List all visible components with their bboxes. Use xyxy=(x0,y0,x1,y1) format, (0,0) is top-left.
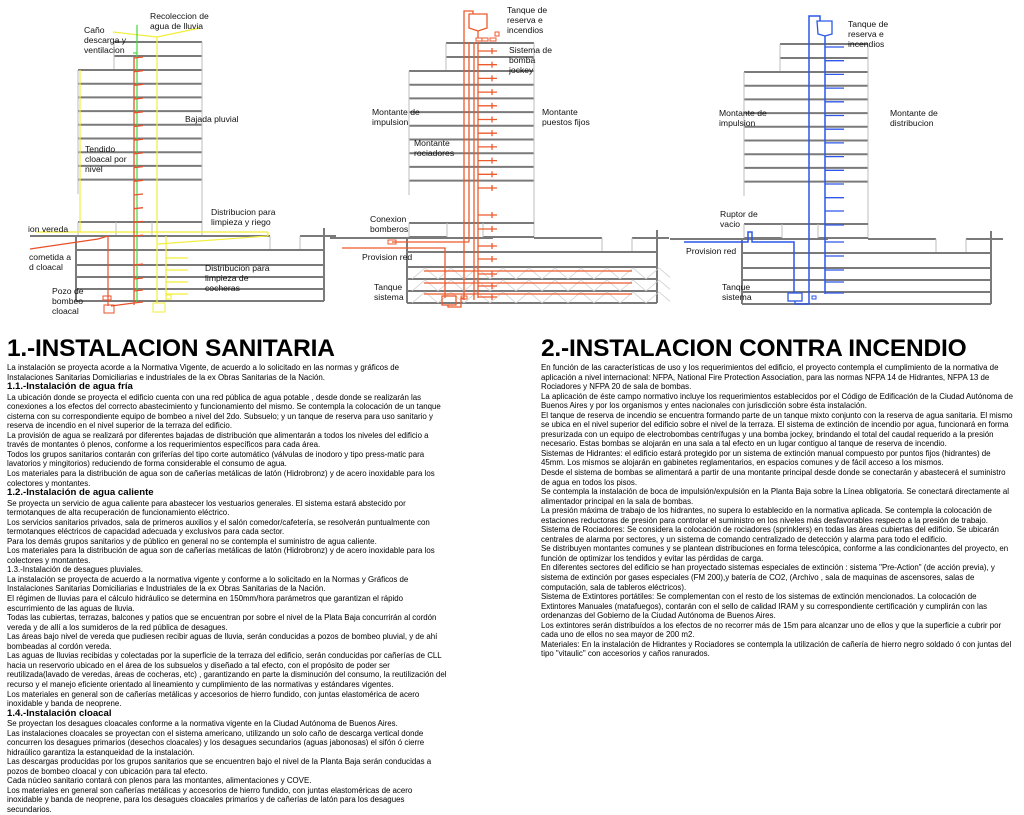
section-title: 2.-INSTALACION CONTRA INCENDIO xyxy=(541,335,967,362)
pump xyxy=(812,296,816,299)
system-tank xyxy=(788,293,802,301)
section-sanitaria xyxy=(7,336,447,815)
paragraph: Todas las cubiertas, terrazas, balcones y patios que se encuentran por sobre el nivel de la Plata Baja concurrirán al cordón vereda y de allí a los sumideros de la red pública de desagues. xyxy=(7,613,437,632)
label-ruptor-vacio: Ruptor de vacio xyxy=(720,209,758,230)
sanitaria-section-drawing xyxy=(0,0,340,330)
paragraph: La ubicación donde se proyecta el edificio cuenta con una red pública de agua potable , desde donde se realizarán las conexiones a los efectos del correcto abastecimiento y funcionamiento del mismo. Se contempla la colocación de un tanque cisterna con su correspondiente equipo de bombeo a nivel del 2do. Subsuelo; y un tanque de reserva para uso sanitario y reserva de incendio en el nivel superior de la terraza del edificio. xyxy=(7,392,441,431)
label-acometida: cometida a d cloacal xyxy=(29,252,72,273)
paragraph: Se proyecta un servicio de agua caliente para abastecer los vestuarios generales. El sistema estará abstecido por termotanques de alta recuperación de funcionamiento eléctrico. xyxy=(7,498,406,518)
sewer-branch xyxy=(134,57,143,58)
sprinkler-zigzag xyxy=(516,268,542,279)
sprinkler-zigzag xyxy=(594,268,620,279)
sprinkler-zigzag xyxy=(438,280,464,291)
agua-section-drawing xyxy=(670,0,1024,330)
paragraph: Sistemas de Hidrantes: el edificio estará protegido por un sistema de extinción manual compuesto por puntos fijos (hidrantes) de 45mm. Los mismos se alojarán en gabinetes reglamentarios, en espacios comunes y de fácil acceso a los mismos. xyxy=(541,448,991,468)
section-incendio xyxy=(541,336,1013,659)
paragraph: El tanque de reserva de incendio se encuentra formando parte de un tanque mixto conjunto con la reserva de agua sanitaria. El mismo se ubica en el nivel superior del edificio sobre el nivel de la terraza. El sistema de extinción de incendio por agua, funcionará en forma presurizada con un equipo de electrobombas centrífugas y una bomba jockey, brindando el total del caudal requerido a la presión necesario. Estas bombas se alojarán en una sala a tal efecto en un lugar contiguo al tanque de reserva de incendio. xyxy=(541,410,1013,449)
diagram-incendio-agua xyxy=(670,0,1024,330)
label-tanque-sistema: Tanque sistema xyxy=(374,282,404,303)
sprinkler-grid xyxy=(412,268,670,303)
sprinkler-zigzag xyxy=(568,268,594,279)
section-body xyxy=(541,363,1013,659)
sprinkler-zigzag xyxy=(568,280,594,291)
diagram-incendio-rociadores xyxy=(330,0,670,330)
paragraph: Todos los grupos sanitarios contarán con griferías del tipo corte automático (válvulas de inodoro y tipo press-matic para lavatorios y mingitorios) reduciendo de forma considerable el consumo de agua. xyxy=(7,449,425,469)
sprinkler-zigzag xyxy=(438,268,464,279)
pump xyxy=(482,38,488,41)
sprinkler-zigzag xyxy=(594,280,620,291)
impulsion-riser xyxy=(809,16,820,304)
paragraph: Se distribuyen montantes comunes y se plantean distribuciones en forma telescópica, conforme a las condicionantes del proyecto, en función de optimizar los tendidos y evitar las pérdidas de carga. xyxy=(541,544,1009,563)
paragraph: Los materiales para la distribución de agua son de cañerías metálicas de latón (Hidrobronz) y de acero inoxidable para los colectores y montantes. xyxy=(7,546,435,565)
label-tanque-reserva: Tanque de reserva e incendios xyxy=(507,5,548,36)
diagram-sanitaria xyxy=(0,0,340,330)
pump xyxy=(476,38,482,41)
paragraph: Sistema de Rociadores: Se considera la colocación de rociadores (sprinklers) en todas las áreas cubiertas del edificio. Se ubicarán centrales de alarma por sectores, y un sistema de comando centralizado de detección y alarma para todo el edificio. xyxy=(541,525,999,544)
label-pozo-bombeo: Pozo de bombeo cloacal xyxy=(52,286,84,317)
irrigation-pipe xyxy=(158,232,268,244)
subsection-heading: 1.4.-Instalación cloacal xyxy=(7,707,112,719)
sprinkler-zigzag xyxy=(412,280,438,291)
paragraph: La aplicación de éste campo normativo incluye los requerimientos establecidos por el Código de Edificación de la Ciudad Autónoma de Buenos Aires y por los organismos y entes nacionales con jurisdicción sobre ésta instalación. xyxy=(541,391,1013,411)
label-tanque-reserva: Tanque de reserva e incendios xyxy=(848,19,889,50)
label-recoleccion: Recoleccion de agua de lluvia xyxy=(150,11,209,32)
paragraph: Se proyectan los desagues cloacales conforme a la normativa vigente en la Ciudad Autónoma de Buenos Aires. xyxy=(7,719,398,729)
label-vereda: ion vereda xyxy=(28,224,69,234)
pump xyxy=(490,38,496,41)
label-conexion-bomberos: Conexion bomberos xyxy=(370,214,409,235)
reserve-tank xyxy=(469,14,487,31)
sprinkler-zigzag xyxy=(516,280,542,291)
paragraph: La instalación se proyecta acorde a la Normativa Vigente, de acuerdo a lo solicitado en las normas y gráficos de Instalaciones Sanitarias Domiciliarias e industriales de la ex Obras Sanitarias de la Nación. xyxy=(7,363,399,382)
pipe-network xyxy=(684,16,844,304)
label-tendido-cloacal: Tendido cloacal por nivel xyxy=(85,144,127,175)
sewer-connection xyxy=(30,236,108,249)
paragraph: La presión máxima de trabajo de los hidrantes, no supera lo establecido en la normativa aplicada. Se contempla la colocación de estaciones reductoras de presión para controlar el suministro en los niveles más desfavorables respecto a la presión de trabajo. xyxy=(541,506,992,525)
label-distribucion-cocheras: Distribucion para limpieza de cocheras xyxy=(205,263,270,294)
pump-box xyxy=(103,296,111,300)
sewer-branch xyxy=(134,194,143,195)
label-montante-rociadores: Montante rociadores xyxy=(414,138,455,159)
label-tanque-sistema: Tanque sistema xyxy=(722,282,752,303)
label-cano-descarga: Caño descarga y ventilacion xyxy=(84,25,127,56)
building-outline xyxy=(330,43,670,303)
paragraph: Los materiales para la distribución de agua son de cañerías metálicas de latón (Hidrobronz) y de acero inoxidable para los colectores y montantes. xyxy=(7,468,435,488)
building-outline xyxy=(30,42,336,301)
sewer-branch xyxy=(134,208,143,209)
label-montante-impulsion: Montante de impulsion xyxy=(719,108,767,129)
sewer-branch xyxy=(134,278,143,279)
paragraph: 1.3.-Instalación de desagues pluviales. xyxy=(7,565,143,575)
paragraph: El régimen de lluvias para el cálculo hidráulico se determina en 150mm/hora parámetros que garantizan el rápido escurrimiento de las aguas de lluvia. xyxy=(7,594,404,613)
sprinkler-zigzag xyxy=(620,280,646,291)
pipe-network xyxy=(342,11,632,307)
label-provision-red: Provision red xyxy=(686,246,737,256)
jockey-pump xyxy=(495,32,499,36)
paragraph: En función de las características de uso y los requerimientos del edificio, el proyecto contempla el cumplimiento de la normativa de aplicación a nivel internacional: NFPA, National Fire Protection Association, para las normas NFPA 14 de Hidrantes, NFPA 13 de Rociadores y NFPA 20 de sala de bombas. xyxy=(541,363,999,392)
label-bajada-pluvial: Bajada pluvial xyxy=(185,114,239,124)
paragraph: La instalación se proyecta de acuerdo a la normativa vigente y conforme a lo solicitado en la Normas y Gráficos de Instalaciones Sanitarias Domiciliarias e Industriales de la ex Obras Sanitarias de la Nación. xyxy=(7,574,409,594)
paragraph: Los extintores serán distribuídos a los efectos de no recorrer más de 15m para alcanzar uno de ellos y que la superficie a cubrir por cada uno de ellos no sea mayor de 200 m2. xyxy=(541,620,1002,640)
reserve-tank xyxy=(817,21,832,36)
paragraph: Las áreas bajo nivel de vereda que pudiesen recibir aguas de lluvia, serán conducidas a pozos de bombeo pluvial, y de ahí bombeadas al cordón vereda. xyxy=(7,632,438,651)
paragraph: La provisión de agua se realizará por diferentes bajadas de distribución que alimentarán a todos los niveles del edificio a través de montantes ó plenos, conforme a los requerimientos específicos para cada área. xyxy=(7,430,429,450)
building-outline xyxy=(670,44,1003,304)
label-montante-distribucion: Montante de distribucion xyxy=(890,108,938,129)
paragraph: Se contempla la instalación de boca de impulsión/expulsión en la Planta Baja sobre la Línea obligatoria. Se conectará directamente al alimentador principal en la sala de bombas. xyxy=(541,487,1010,506)
paragraph: Para los demás grupos sanitarios y de público en general no se contempla el suministro de agua caliente. xyxy=(7,536,377,546)
paragraph: Los materiales en general son cañerías metálicas y accesorios de hierro fundido, con juntas elastoméricas de acero inoxidable y banda de neoprene, para los desagues cloacales primarios y de cañerías de latón para los desagues secundarios. xyxy=(7,785,413,815)
label-bomba-jockey: Sistema de bomba jockey xyxy=(509,45,552,76)
rain-tank xyxy=(153,303,165,312)
paragraph: En diferentes sectores del edificio se han proyectado sistemas especiales de extinción : sistema "Pre-Action" (de acción previa), y sistema de extinción por gases especiales (FM 200),y batería de CO2, (Archivo , sala de maquinas de ascensores, salas de computación, sala de tableros eléctricos). xyxy=(541,563,995,592)
paragraph: Los materiales en general son de cañerías metálicas y accesorios de hierro fundido, con juntas elastomérica de acero inoxidable y banda de neoprene. xyxy=(7,689,420,709)
section-body xyxy=(7,363,447,815)
paragraph: Los servicios sanitarios privados, sala de primeros auxilios y el salón comedor/cafetería, se resolverán puntualmente con termotanques eléctricos de capacidad adecuada y exclusivos para cada sector. xyxy=(7,517,430,537)
sprinkler-zigzag xyxy=(620,268,646,279)
rain-pump xyxy=(166,295,171,299)
sewer-branch xyxy=(134,290,143,291)
subsection-heading: 1.2.-Instalación de agua caliente xyxy=(7,487,154,499)
sprinkler-zigzag xyxy=(412,268,438,279)
paragraph: Las aguas de lluvias recibidas y colectadas por la superficie de la terraza del edificio, serán conducidas por cañerías de CLL hacia un reservorio ubicado en el área de los subsuelos y diseñado a tal efecto, con el propósito de poder ser reutilizada(lavado de veredas, áreas de cocheras, etc) , garantizando en parte la disminución del consumo, la reutilización del recurso y el manejo eficiente orientado al lineamiento y cumplimiento de las normativas y estándares vigentes. xyxy=(7,651,447,689)
paragraph: Sistema de Extintores portátiles: Se complementan con el resto de los sistemas de extinción mencionados. La colocación de Extintores Manuales (matafuegos), contarán con el sello de calidad IRAM y su correspondiente certificación y cumplirán con las ordenanzas del Gobierno de la Ciudad Autónoma de Buenos Aires. xyxy=(541,592,988,621)
paragraph: Las descargas producidas por los grupos sanitarios que se encuentren bajo el nivel de la Planta Baja serán conducidas a pozos de bombeo cloacal y con ubicación para tal efecto. xyxy=(7,757,432,776)
label-provision-red: Provision red xyxy=(362,252,413,262)
label-montante-puestos: Montante puestos fijos xyxy=(542,107,590,128)
section-title: 1.-INSTALACION SANITARIA xyxy=(7,335,335,362)
paragraph: Desde el sistema de bombas se alimentará a partir de una montante principal desde donde se conectarán y abastecerá el suministro de agua en todos los pisos. xyxy=(541,468,1006,487)
paragraph: Materiales: En la instalación de Hidrantes y Rociadores se contempla la utilización de cañería de hierro negro soldado ó con juntas del tipo "vitaulic" con accesorios y caños ranurados. xyxy=(541,639,1012,659)
sewer-branch xyxy=(134,302,143,303)
subsection-heading: 1.1.-Instalación de agua fría xyxy=(7,381,133,393)
rociadores-section-drawing xyxy=(330,0,670,330)
sprinkler-zigzag xyxy=(542,268,568,279)
label-montante-impulsion: Montante de impulsion xyxy=(372,107,420,128)
paragraph: Cada núcleo sanitario contará con plenos para las montantes, alimentaciones y COVE. xyxy=(7,776,312,786)
sprinkler-zigzag xyxy=(542,280,568,291)
label-distribucion-riego: Distribucion para limpieza y riego xyxy=(211,207,276,228)
paragraph: Las instalaciones cloacales se proyectan con el sistema americano, utilizando un solo caño de descarga vertical donde concurren los desagues primarios (desechos cloacales) y los desagues secundarios (aguas jabonosas) el sifón ó cierre hidraúlico garantiza la estanqueidad de la instalación. xyxy=(7,728,425,757)
